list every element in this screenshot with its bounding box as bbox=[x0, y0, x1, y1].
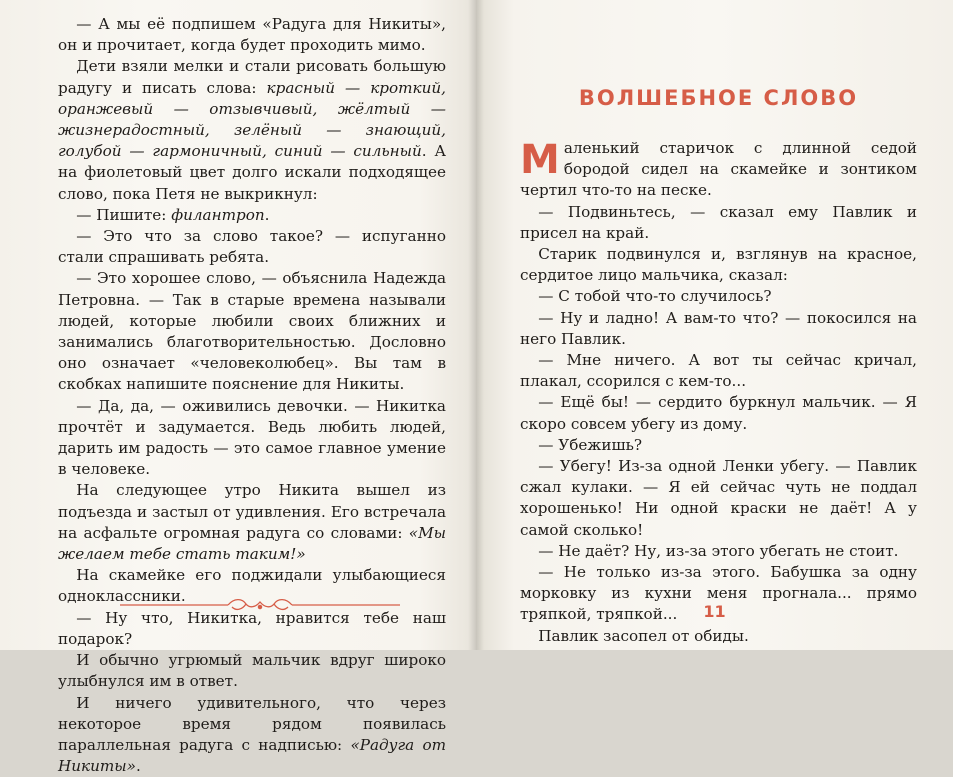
text-run: И ничего удивительного, что через некоторое время рядом появилась параллельная радуга с надписью: bbox=[58, 694, 446, 754]
right-page-text bbox=[520, 202, 917, 647]
paragraph: — С тобой что-то случилось? bbox=[520, 286, 917, 307]
paragraph: Старик подвинулся и, взглянув на красное, сердитое лицо мальчика, сказал: bbox=[520, 244, 917, 286]
text-run: . bbox=[136, 757, 141, 775]
paragraph: — Не даёт? Ну, из-за этого убегать не стоит. bbox=[520, 541, 917, 562]
paragraph: — Не только из-за этого. Бабушка за одну морковку из кухни меня прогнала... прямо тряпкой, тряпкой... bbox=[520, 562, 917, 626]
opening-paragraph-text: аленький старичок с длинной седой бородой сидел на скамейке и зонтиком чертил что-то на песке. bbox=[520, 139, 917, 199]
left-page-text bbox=[58, 14, 446, 777]
paragraph: — Убегу! Из-за одной Ленки убегу. — Павлик сжал кулаки. — Я ей сейчас чуть не поддал хорошенько! Ни одной краски не даёт! А у самой сколько! bbox=[520, 456, 917, 541]
decorative-divider-ornament bbox=[110, 596, 410, 614]
paragraph bbox=[58, 608, 446, 650]
text-run: И обычно угрюмый мальчик вдруг широко улыбнулся им в ответ. bbox=[58, 651, 446, 690]
paragraph bbox=[58, 480, 446, 565]
text-run: — Да, да, — оживились девочки. — Никитка прочтёт и задумается. Ведь любить людей, дарить им радость — это самое главное умение в человеке. bbox=[58, 397, 446, 479]
paragraph bbox=[58, 650, 446, 692]
text-run: На следующее утро Никита вышел из подъезда и застыл от удивления. Его встречала на асфальте огромная радуга со словами: bbox=[58, 481, 446, 541]
drop-cap: М bbox=[520, 142, 560, 178]
right-page bbox=[476, 0, 953, 650]
paragraph: — Ещё бы! — сердито буркнул мальчик. — Я скоро совсем убегу из дому. bbox=[520, 392, 917, 434]
left-page bbox=[0, 0, 476, 650]
paragraph bbox=[58, 396, 446, 481]
paragraph: Павлик засопел от обиды. bbox=[520, 626, 917, 647]
italic-text: «Радуга от Никиты» bbox=[58, 736, 446, 775]
text-run: . bbox=[265, 206, 270, 224]
italic-text: «Мы желаем тебе стать таким!» bbox=[58, 524, 446, 563]
paragraph bbox=[58, 205, 446, 226]
paragraph: — Подвиньтесь, — сказал ему Павлик и присел на край. bbox=[520, 202, 917, 244]
paragraph bbox=[58, 14, 446, 56]
text-run: — Это что за слово такое? — испуганно стали спрашивать ребята. bbox=[58, 227, 446, 266]
paragraph: — Ну и ладно! А вам-то что? — покосился на него Павлик. bbox=[520, 308, 917, 350]
paragraph bbox=[58, 268, 446, 395]
text-run: — Ну что, Никитка, нравится тебе наш подарок? bbox=[58, 609, 446, 648]
paragraph bbox=[58, 56, 446, 204]
chapter-title: ВОЛШЕБНОЕ СЛОВО bbox=[520, 86, 917, 110]
paragraph bbox=[58, 693, 446, 777]
text-run: — А мы её подпишем «Радуга для Никиты», он и прочитает, когда будет проходить мимо. bbox=[58, 15, 446, 54]
text-run: Дети взяли мелки и стали рисовать большую радугу и писать слова: bbox=[58, 57, 446, 96]
text-run: На скамейке его поджидали улыбающиеся одноклассники. bbox=[58, 566, 446, 605]
paragraph: — Мне ничего. А вот ты сейчас кричал, плакал, ссорился с кем-то... bbox=[520, 350, 917, 392]
paragraph bbox=[58, 226, 446, 268]
text-run: — Пишите: bbox=[76, 206, 171, 224]
italic-text: филантроп bbox=[171, 206, 264, 224]
page-number: 11 bbox=[476, 602, 953, 621]
italic-text: красный — кроткий, оранжевый — отзывчивый, жёлтый — жизнерадостный, зелёный — знающий, голубой — гармоничный, синий — сильный bbox=[58, 79, 446, 161]
paragraph: — Убежишь? bbox=[520, 435, 917, 456]
text-run: . А на фиолетовый цвет долго искали подходящее слово, пока Петя не выкрикнул: bbox=[58, 142, 446, 202]
opening-paragraph bbox=[520, 138, 917, 202]
text-run: — Это хорошее слово, — объяснила Надежда Петровна. — Так в старые времена называли людей, которые любили своих ближних и занимались благотворительностью. Дословно оно означает «человеколюбец». Вы там в скобках напишите пояснение для Никиты. bbox=[58, 269, 446, 393]
